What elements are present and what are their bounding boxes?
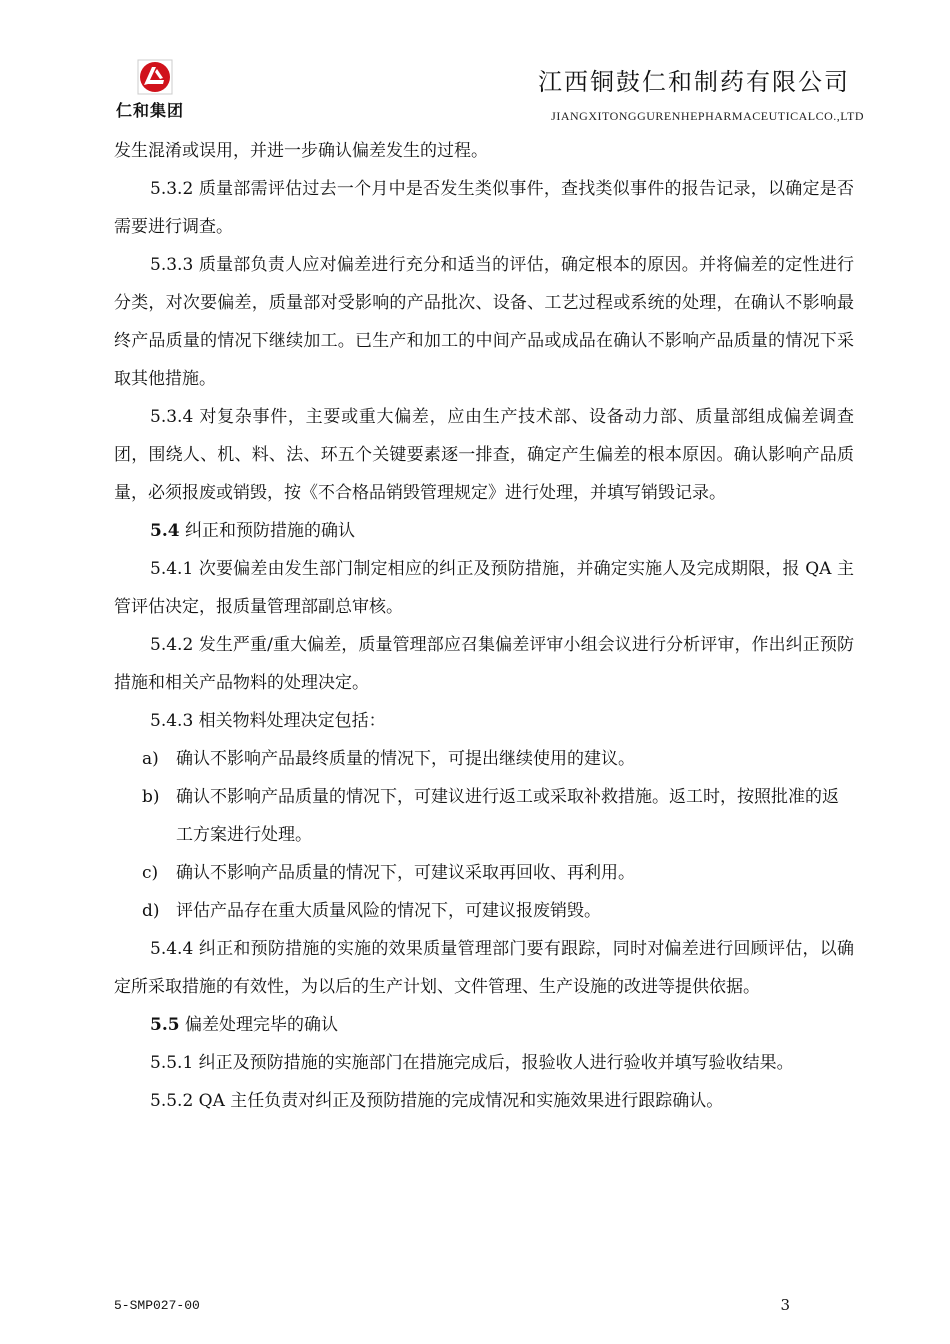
list-text: 确认不影响产品质量的情况下，可建议采取再回收、再利用。 <box>176 863 635 883</box>
list-item-b <box>114 778 854 854</box>
section-number-5-4: 5.4 <box>150 521 180 541</box>
paragraph-5-5-2: 5.5.2 QA 主任负责对纠正及预防措施的完成情况和实施效果进行跟踪确认。 <box>150 1091 724 1111</box>
list-marker: d) <box>142 901 160 921</box>
list-text: 评估产品存在重大质量风险的情况下，可建议报废销毁。 <box>176 901 601 921</box>
list-text: 确认不影响产品质量的情况下，可建议进行返工或采取补救措施。返工时，按照批准的返工方案进行处理。 <box>176 787 839 845</box>
paragraph-5-3-3: 5.3.3 质量部负责人应对偏差进行充分和适当的评估，确定根本的原因。并将偏差的定性进行分类，对次要偏差，质量部对受影响的产品批次、设备、工艺过程或系统的处理，在确认不影响最终产品质量的情况下继续加工。已生产和加工的中间产品或成品在确认不影响产品质量的情况下采取其他措施。 <box>114 255 854 389</box>
document-code: 5-SMP027-00 <box>114 1298 200 1313</box>
company-logo <box>112 58 216 124</box>
page-number: 3 <box>780 1296 790 1314</box>
list-item-c <box>114 854 854 892</box>
logo-text: 仁和集团 <box>116 101 185 120</box>
section-number-5-5: 5.5 <box>150 1015 180 1035</box>
paragraph-continuation: 发生混淆或误用，并进一步确认偏差发生的过程。 <box>114 141 488 161</box>
list-marker: a) <box>142 749 159 769</box>
company-name-en: JIANGXITONGGURENHEPHARMACEUTICALCO.,LTD <box>551 109 864 123</box>
paragraph-5-4-2: 5.4.2 发生严重/重大偏差，质量管理部应召集偏差评审小组会议进行分析评审，作出纠正预防措施和相关产品物料的处理决定。 <box>114 635 854 693</box>
paragraph-5-3-4: 5.3.4 对复杂事件，主要或重大偏差，应由生产技术部、设备动力部、质量部组成偏差调查团，围绕人、机、料、法、环五个关键要素逐一排查，确定产生偏差的根本原因。确认影响产品质量，必须报废或销毁，按《不合格品销毁管理规定》进行处理，并填写销毁记录。 <box>114 407 854 503</box>
list-item-d <box>114 892 854 930</box>
paragraph-5-5-1: 5.5.1 纠正及预防措施的实施部门在措施完成后，报验收人进行验收并填写验收结果。 <box>150 1053 794 1073</box>
paragraph-5-3-2: 5.3.2 质量部需评估过去一个月中是否发生类似事件，查找类似事件的报告记录，以确定是否需要进行调查。 <box>114 179 854 237</box>
list-item-a <box>114 740 854 778</box>
section-heading-5-5 <box>114 1006 854 1044</box>
section-title-5-4: 纠正和预防措施的确认 <box>184 521 355 541</box>
list-marker: b) <box>142 787 160 807</box>
list-text: 确认不影响产品最终质量的情况下，可提出继续使用的建议。 <box>176 749 635 769</box>
company-name-cn: 江西铜鼓仁和制药有限公司 <box>538 68 850 96</box>
paragraph-5-4-4: 5.4.4 纠正和预防措施的实施的效果质量管理部门要有跟踪，同时对偏差进行回顾评估，以确定所采取措施的有效性，为以后的生产计划、文件管理、生产设施的改进等提供依据。 <box>114 939 854 997</box>
document-body <box>114 132 854 1120</box>
section-title-5-5: 偏差处理完毕的确认 <box>184 1015 338 1035</box>
list-marker: c) <box>142 863 159 883</box>
renhe-logo-icon <box>130 58 180 100</box>
paragraph-5-4-1: 5.4.1 次要偏差由发生部门制定相应的纠正及预防措施，并确定实施人及完成期限，报 QA 主管评估决定，报质量管理部副总审核。 <box>114 559 854 617</box>
paragraph-5-4-3: 5.4.3 相关物料处理决定包括： <box>150 711 386 731</box>
section-heading-5-4 <box>114 512 854 550</box>
